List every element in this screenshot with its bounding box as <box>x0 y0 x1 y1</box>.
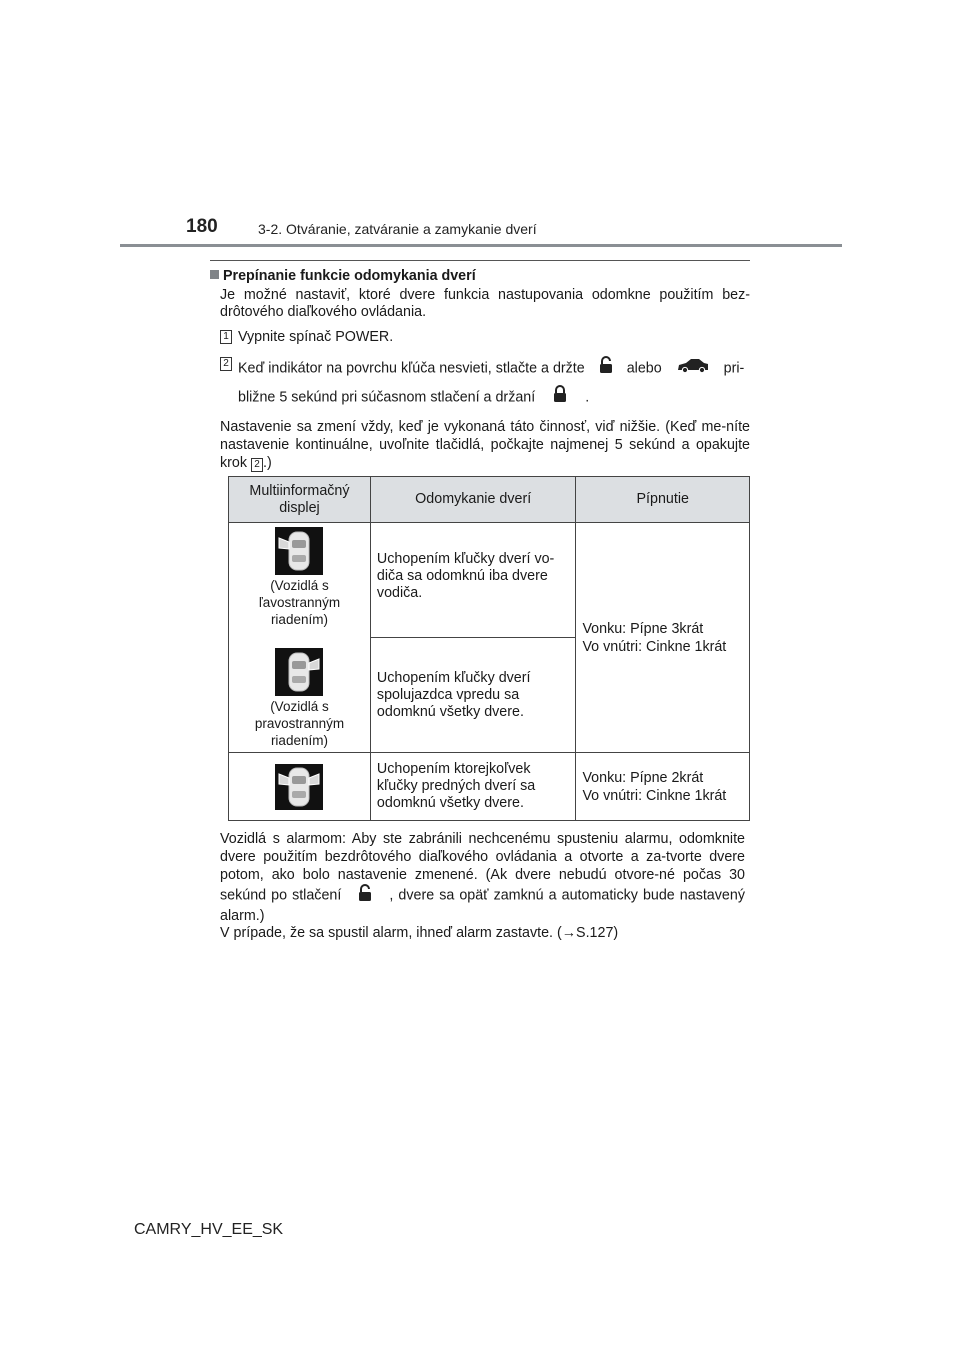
table-row <box>229 753 750 821</box>
step-number-2: 2 <box>220 357 232 371</box>
car-front-doors-open-icon <box>275 764 323 810</box>
step-1-text: Vypnite spínač POWER. <box>238 329 394 345</box>
row3-unlock-cell: Uchopením ktorejkoľvek kľučky predných dverí sa odomknú všetky dvere. <box>370 753 576 821</box>
model-code: CAMRY_HV_EE_SK <box>134 1221 284 1238</box>
intro-text: Je možné nastaviť, ktoré dvere funkcia nastupovania odomkne použitím bez-drôtového diaľkového ovládania. <box>220 287 750 320</box>
beep-cell-3: Vonku: Pípne 2krát Vo vnútri: Cinkne 1krát <box>576 753 750 821</box>
page-number: 180 <box>186 216 218 237</box>
header-unlock: Odomykanie dverí <box>370 477 576 523</box>
unlock-icon <box>358 884 372 907</box>
note-text: Nastavenie sa zmení vždy, keď je vykonaná táto činnosť, viď nižšie. (Keď me-níte nastavenie kontinuálne, uvoľnite tlačidlá, počkajte najmenej 5 sekúnd a opakujte krok 2 .) <box>220 419 750 471</box>
row2-unlock-cell: Uchopením kľučky dverí spolujazdca vpredu sa odomknú všetky dvere. <box>370 638 576 753</box>
header-beep: Pípnutie <box>576 477 750 523</box>
display-cell-3 <box>229 753 371 821</box>
alarm-stop-text: V prípade, že sa spustil alarm, ihneď alarm zastavte. (→S.127) <box>220 925 619 941</box>
lhd-label: (Vozidlá s ľavostranným riadením) <box>258 577 341 627</box>
beep-cell-1: Vonku: Pípne 3krát Vo vnútri: Cinkne 1krát <box>576 523 750 753</box>
section-heading: Prepínanie funkcie odomykania dverí <box>210 268 750 285</box>
row1-unlock-cell: Uchopením kľučky dverí vo-diča sa odomknú iba dvere vodiča. <box>370 523 576 638</box>
unlock-icon <box>599 356 613 381</box>
heading-square-icon <box>210 270 219 279</box>
header-display: Multiinformačný displej <box>229 477 371 523</box>
note-step-number: 2 <box>251 458 263 472</box>
setting-table <box>228 476 750 821</box>
display-cell <box>229 523 371 753</box>
step-number-1: 1 <box>220 330 232 344</box>
car-passenger-door-open-icon <box>275 648 323 696</box>
alarm-note <box>220 830 745 942</box>
step-2: 2 Keď indikátor na povrchu kľúča nesvieti, stlačte a držte alebo pri- bližne 5 sekúnd pri súčasnom stlačení a držaní . <box>210 356 750 410</box>
section-title: 3-2. Otváranie, zatváranie a zamykanie dverí <box>258 221 537 237</box>
section-content <box>210 268 750 472</box>
lock-icon <box>553 385 567 410</box>
trunk-icon <box>676 357 710 380</box>
step-1 <box>210 329 750 346</box>
car-driver-door-open-icon <box>275 527 323 575</box>
rhd-label: (Vozidlá s pravostranným riadením) <box>254 698 345 748</box>
table-row <box>229 523 750 638</box>
table-header-row <box>229 477 750 523</box>
section-divider <box>210 260 750 261</box>
header-rule <box>120 244 842 247</box>
alarm-text: Vozidlá s alarmom: Aby ste zabránili nechcenému spusteniu alarmu, odomknite dvere použitím bezdrôtového diaľkového ovládania a otvorte a za-tvorte dvere potom, ako bolo nastavenie zmenené. (Ak dvere nebudú otvore-né počas 30 sekúnd po stlačení , dvere sa opäť zamknú a automaticky bude nastavený alarm.) <box>220 831 745 924</box>
